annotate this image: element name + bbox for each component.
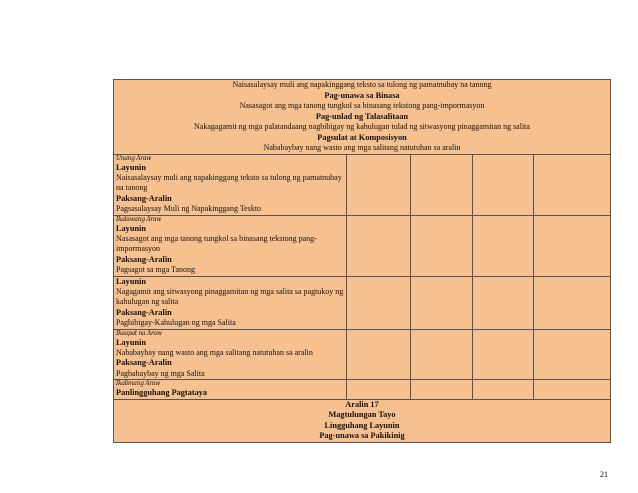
lesson-footer — [114, 400, 610, 442]
empty-cell — [534, 330, 610, 380]
footer-heading: Lingguhang Layunin — [324, 420, 400, 430]
day-details — [114, 277, 347, 329]
day-row — [114, 216, 610, 277]
section-heading: Pagsulat at Komposisyon — [317, 132, 407, 142]
empty-cell — [473, 277, 534, 329]
empty-cell — [411, 155, 473, 215]
objective-label: Layunin — [116, 276, 146, 286]
empty-cell — [473, 155, 534, 215]
empty-cell — [534, 277, 610, 329]
topic-label: Paksang-Aralin — [116, 254, 172, 264]
empty-cell — [534, 155, 610, 215]
day-label: Ikalimang Araw — [116, 380, 161, 388]
objective-text: Nagagamit ang sitwasyong pinaggamitan ng mga salita sa pagtukoy ng kahulugan ng salita — [116, 286, 344, 307]
empty-cell — [411, 380, 473, 398]
empty-cell — [347, 216, 412, 276]
page-number: 21 — [600, 470, 608, 479]
objective-text: Naisasalaysay muli ang napakinggang teksto sa tulong ng pamatnubay na tanong — [116, 172, 342, 193]
day-row — [114, 277, 610, 330]
section-heading: Pag-unawa sa Binasa — [324, 90, 400, 100]
topic-text: Pagbabaybay ng mga Salita — [116, 368, 205, 378]
objective-label: Layunin — [116, 223, 146, 233]
lesson-title: Magtulungan Tayo — [328, 410, 396, 420]
empty-cell — [473, 216, 534, 276]
empty-cell — [534, 216, 610, 276]
objective-line: Naisasalaysay muli ang napakinggang teksto sa tulong ng pamatnubay na tanong — [232, 80, 492, 89]
day-label: Ikalawang Araw — [116, 215, 162, 223]
empty-cell — [347, 380, 412, 398]
section-heading: Pag-unlad ng Talasalitaan — [315, 111, 409, 121]
empty-cell — [473, 330, 534, 380]
weekly-objectives-header — [114, 80, 610, 155]
empty-cell — [411, 216, 473, 276]
topic-label: Paksang-Aralin — [116, 307, 172, 317]
day-row — [114, 330, 610, 381]
objective-label: Layunin — [116, 337, 146, 347]
objective-label: Layunin — [116, 162, 146, 172]
topic-text: Pagsasalaysay Muli ng Napakinggang Teskto — [116, 204, 262, 214]
footer-subheading: Pag-unawa sa Pakikinig — [319, 431, 405, 441]
day-row — [114, 155, 610, 216]
topic-label: Paksang-Aralin — [116, 193, 172, 203]
day-label: Ikaapat na Araw — [116, 329, 162, 337]
objective-line: Nasasagot ang mga tanong tungkol sa binasang tekstong pang-impormasyon — [239, 101, 485, 110]
empty-cell — [411, 330, 473, 380]
lesson-number: Aralin 17 — [345, 399, 379, 409]
assessment-details — [114, 380, 347, 398]
empty-cell — [347, 330, 412, 380]
day-details — [114, 330, 347, 380]
topic-text: Pagsagot sa mga Tanong — [116, 265, 196, 275]
empty-cell — [411, 277, 473, 329]
day-details — [114, 155, 347, 215]
empty-cell — [534, 380, 610, 398]
lesson-plan-sheet — [113, 79, 611, 443]
day-details — [114, 216, 347, 276]
objective-line: Nakagagamit ng mga palatandaang nagbibigay ng kahulugan tulad ng sitwasyong pinaggamitan ng salita — [194, 122, 530, 131]
topic-text: Pagbibigay-Kahulugan ng mga Salita — [116, 318, 236, 328]
empty-cell — [347, 277, 412, 329]
objective-text: Nasasagot ang mga tanong tungkol sa binasang tekstong pang-impormasyon — [116, 233, 317, 254]
objective-text: Nababaybay nang wasto ang mga salitang natutuhan sa aralin — [116, 348, 313, 357]
topic-label: Paksang-Aralin — [116, 358, 172, 368]
objective-line: Nababaybay nang wasto ang mga salitang natutuhan sa aralin — [263, 143, 461, 152]
assessment-row — [114, 380, 610, 399]
empty-cell — [347, 155, 412, 215]
empty-cell — [473, 380, 534, 398]
assessment-label: Panlingguhang Pagtataya — [116, 388, 208, 398]
day-label: Unang Araw — [116, 154, 152, 162]
